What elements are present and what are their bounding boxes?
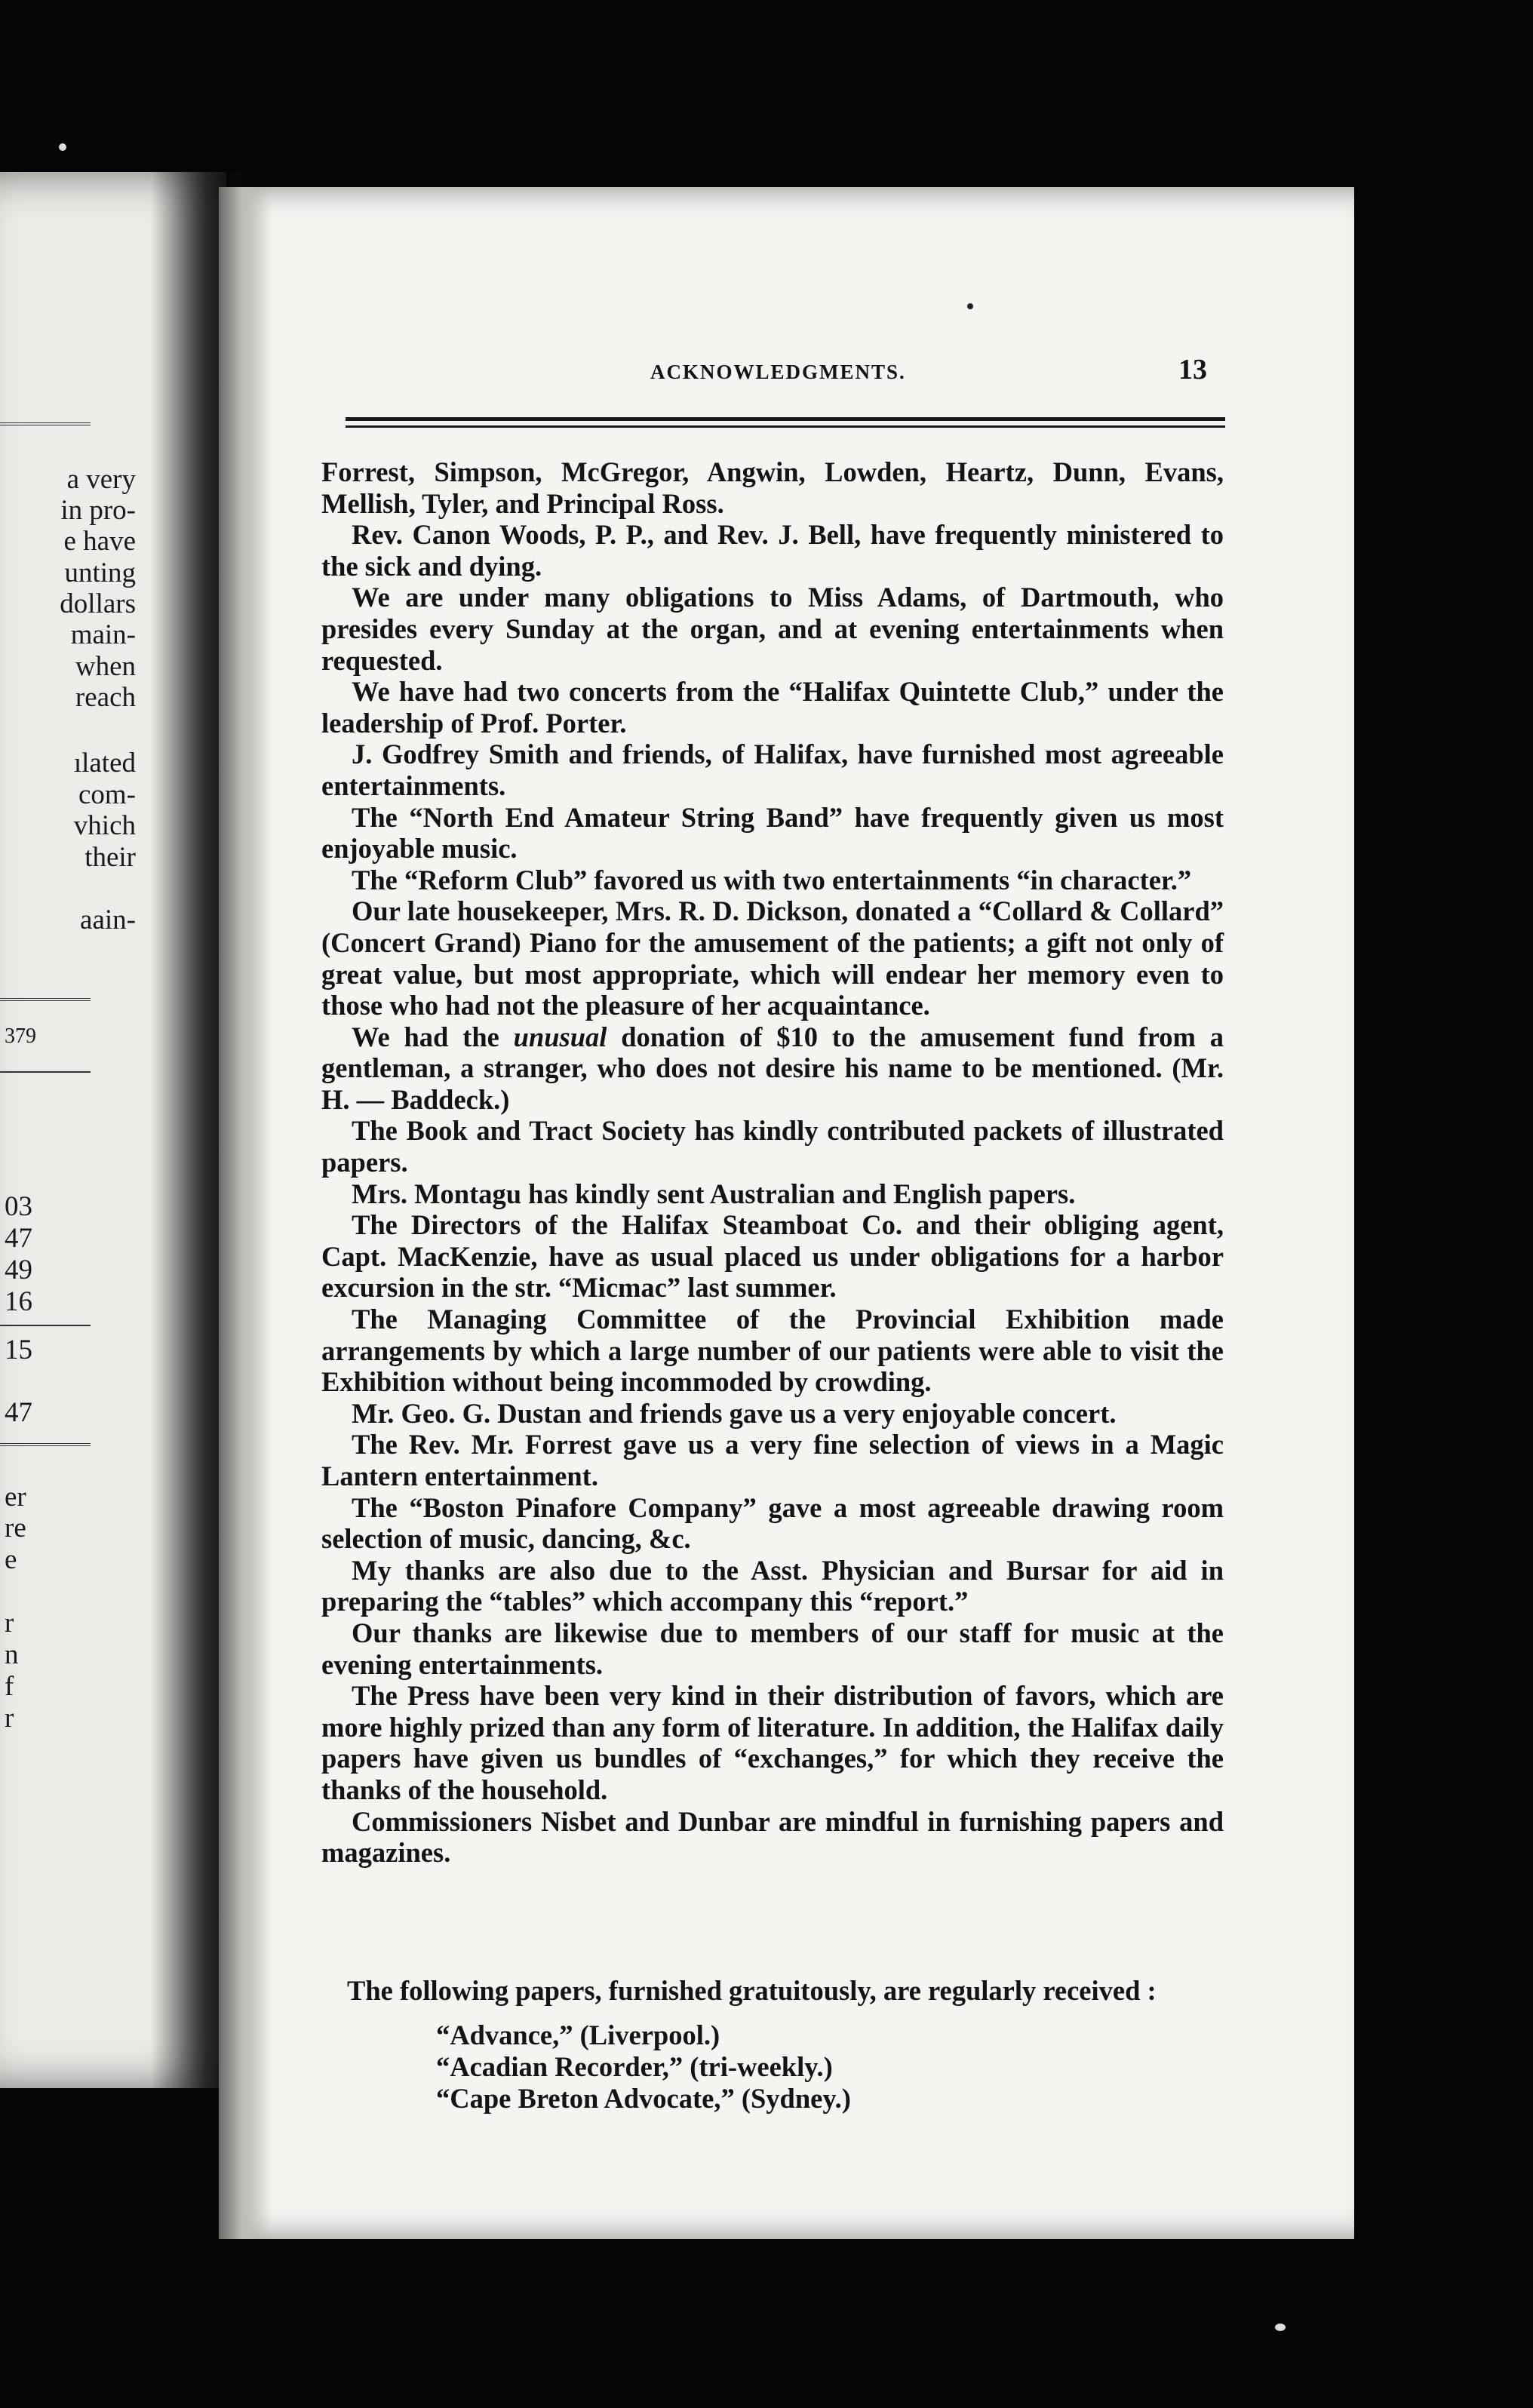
paragraph: The “Boston Pinafore Company” gave a most agreeable drawing room selection of music, dancing, &c. — [321, 1491, 1224, 1555]
paragraph: Forrest, Simpson, McGregor, Angwin, Lowden, Heartz, Dunn, Evans, Mellish, Tyler, and Principal Ross. — [321, 456, 1224, 519]
scan-speck — [59, 143, 66, 151]
text-run: We had the — [352, 1021, 514, 1052]
left-page-number: 47 — [5, 1397, 32, 1428]
running-header — [113, 353, 1230, 391]
paragraph: We are under many obligations to Miss Adams, of Dartmouth, who presides every Sunday at the organ, and at evening entertainments when requested. — [321, 582, 1224, 676]
paragraph — [321, 1021, 1224, 1116]
left-page-line: when — [75, 651, 136, 682]
paragraph: The Rev. Mr. Forrest gave us a very fine selection of views in a Magic Lantern entertainment. — [321, 1429, 1224, 1491]
emphasis-unusual: unusual — [513, 1021, 607, 1052]
left-page-line: e have — [63, 526, 136, 557]
left-page-number: 03 — [5, 1191, 32, 1222]
paragraph: The Managing Committee of the Provincial Exhibition made arrangements by which a large number of our patients were able to visit the Exhibition without being incommoded by crowding. — [321, 1304, 1224, 1398]
list-item: “Acadian Recorder,” (tri-weekly.) — [436, 2051, 833, 2082]
left-page-rule — [0, 998, 91, 1001]
paragraph: The “North End Amateur String Band” have frequently given us most enjoyable music. — [321, 801, 1224, 865]
paragraph: My thanks are also due to the Asst. Physician and Bursar for aid in preparing the “tables” which accompany this “report.” — [321, 1554, 1224, 1617]
left-page-line: ılated — [73, 748, 136, 779]
left-page-line: vhich — [73, 810, 136, 841]
page-spine-shadow — [219, 187, 272, 2239]
paragraph: Commissioners Nisbet and Dunbar are mindful in furnishing papers and magazines. — [321, 1805, 1224, 1869]
left-page-number: re — [5, 1513, 26, 1543]
paragraph: Our thanks are likewise due to members of our staff for music at the evening entertainments. — [321, 1617, 1224, 1680]
ink-dot — [967, 303, 973, 309]
left-page-rule — [0, 1325, 91, 1326]
left-page-rule — [0, 422, 91, 425]
left-page-number: r — [5, 1608, 14, 1639]
paragraph: Mr. Geo. G. Dustan and friends gave us a very enjoyable concert. — [352, 1397, 1117, 1429]
paragraph: Rev. Canon Woods, P. P., and Rev. J. Bell, have frequently ministered to the sick and dying. — [321, 519, 1224, 582]
papers-list — [436, 2019, 851, 2115]
left-page-number: e — [5, 1544, 17, 1575]
left-page-number: 379 — [5, 1024, 36, 1048]
text-run: donation of $10 to the amusement fund from a gentleman, a stranger, who does not desire his name to be mentioned. (Mr. H. — Baddeck.) — [321, 1021, 1224, 1115]
left-page-number: 15 — [5, 1335, 32, 1365]
paragraph: Our late housekeeper, Mrs. R. D. Dickson, donated a “Collard & Collard” (Concert Grand) Piano for the amusement of the patients; a gift not only of great value, but most appropriate, which will endear her memory even to those who had not the pleasure of her acquaintance. — [321, 895, 1224, 1021]
left-page-line: their — [84, 842, 136, 873]
papers-intro: The following papers, furnished gratuitously, are regularly received : — [347, 1975, 1157, 2006]
left-page-number: n — [5, 1639, 19, 1670]
left-page-number: r — [5, 1703, 14, 1734]
left-page-number: 49 — [5, 1255, 32, 1285]
left-page-rule — [0, 1443, 91, 1446]
left-page-line: a very — [66, 464, 136, 495]
page-number: 13 — [1178, 354, 1207, 385]
paragraph: The Press have been very kind in their distribution of favors, which are more highly prized than any form of literature. In addition, the Halifax daily papers have given us bundles of “exchanges,” for which they receive the thanks of the household. — [321, 1680, 1224, 1805]
left-page-line: unting — [64, 557, 136, 588]
left-page-number: 16 — [5, 1286, 32, 1317]
left-page-number: er — [5, 1482, 26, 1513]
left-page-line: dollars — [60, 588, 136, 619]
left-page-line: reach — [75, 682, 136, 713]
paragraph: The Directors of the Halifax Steamboat Co. and their obliging agent, Capt. MacKenzie, have as usual placed us under obligations for a harbor excursion in the str. “Micmac” last summer. — [321, 1209, 1224, 1304]
list-item: “Cape Breton Advocate,” (Sydney.) — [436, 2083, 851, 2114]
acknowledgments-text — [321, 456, 1224, 1869]
header-double-rule — [346, 417, 1225, 428]
paragraph: The Book and Tract Society has kindly contributed packets of illustrated papers. — [321, 1115, 1224, 1178]
left-page-line: in pro- — [60, 495, 136, 526]
paragraph: Mrs. Montagu has kindly sent Australian and English papers. — [352, 1178, 1076, 1209]
left-page-number: f — [5, 1671, 14, 1702]
running-title: ACKNOWLEDGMENTS. — [650, 361, 906, 383]
left-page-number: 47 — [5, 1223, 32, 1254]
paragraph: We have had two concerts from the “Halifax Quintette Club,” under the leadership of Prof. Porter. — [321, 676, 1224, 739]
left-page-rule — [0, 1071, 91, 1073]
left-page-line: com- — [78, 779, 136, 810]
paragraph: J. Godfrey Smith and friends, of Halifax, have furnished most agreeable entertainments. — [321, 739, 1224, 801]
left-page-line: aain- — [80, 905, 136, 935]
scan-speck — [1275, 2324, 1286, 2331]
list-item: “Advance,” (Liverpool.) — [436, 2019, 720, 2050]
left-page-line: main- — [70, 619, 136, 650]
paragraph: The “Reform Club” favored us with two entertainments “in character.” — [352, 864, 1192, 895]
